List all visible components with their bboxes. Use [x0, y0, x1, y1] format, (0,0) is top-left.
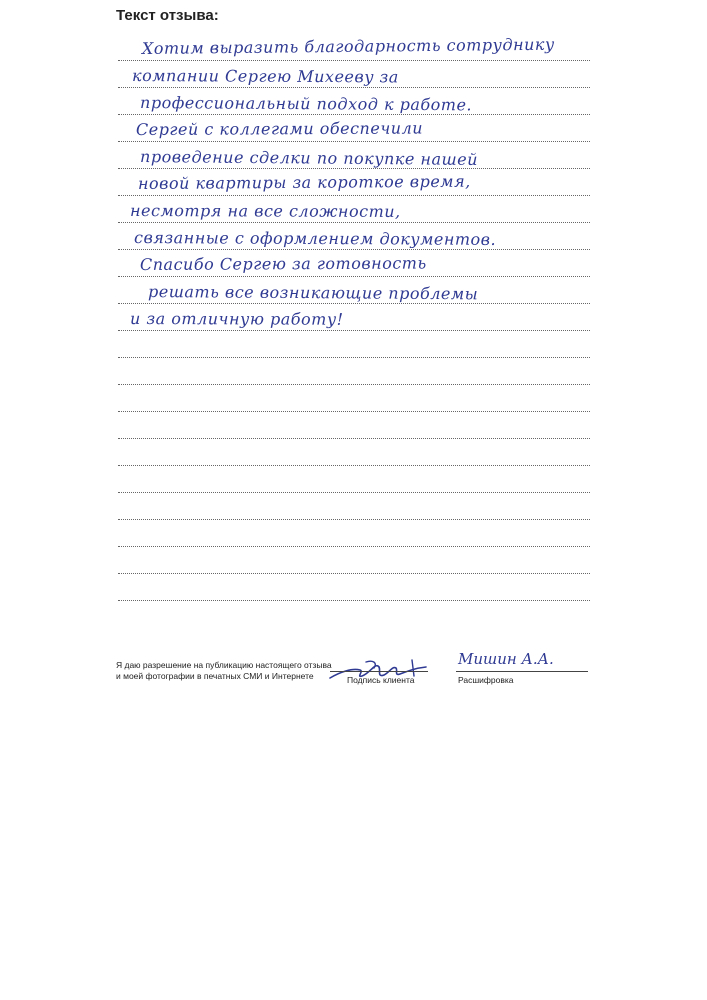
consent-line-1: Я даю разрешение на публикацию настоящего отзыва [116, 660, 332, 670]
review-line [118, 223, 590, 250]
consent-footer [116, 650, 596, 696]
review-line [118, 439, 590, 466]
consent-text [116, 660, 332, 682]
consent-line-2: и моей фотографии в печатных СМИ и Интернете [116, 671, 314, 681]
review-line [118, 385, 590, 412]
signature-line [330, 671, 428, 672]
review-line [118, 115, 590, 142]
handwritten-text: решать все возникающие проблемы [148, 282, 479, 304]
handwritten-text: связанные с оформлением документов. [134, 228, 497, 249]
review-line [118, 169, 590, 196]
handwritten-text: Сергей с коллегами обеспечили [135, 118, 424, 139]
review-line [118, 277, 590, 304]
handwritten-text: и за отличную работу! [130, 309, 344, 329]
review-line [118, 520, 590, 547]
handwritten-text: Спасибо Сергею за готовность [139, 253, 427, 274]
decode-label: Расшифровка [458, 675, 514, 685]
handwritten-text: несмотря на все сложности, [130, 201, 401, 221]
signature-label: Подпись клиента [347, 675, 415, 685]
decode-value: Мишин А.А. [458, 650, 554, 668]
review-line [118, 358, 590, 385]
handwritten-text: проведение сделки по покупке нашей [140, 147, 479, 169]
review-line [118, 493, 590, 520]
review-line [118, 574, 590, 601]
review-line [118, 142, 590, 169]
handwritten-text: компании Сергею Михееву за [132, 66, 399, 87]
review-line [118, 466, 590, 493]
review-lines [118, 34, 590, 601]
review-line [118, 61, 590, 88]
handwritten-text: профессиональный подход к работе. [140, 93, 473, 115]
review-line [118, 331, 590, 358]
review-line [118, 412, 590, 439]
handwritten-text: Хотим выразить благодарность сотруднику [141, 34, 555, 58]
decode-line [456, 671, 588, 672]
review-line [118, 304, 590, 331]
review-line [118, 196, 590, 223]
review-line [118, 547, 590, 574]
review-line [118, 250, 590, 277]
review-line [118, 34, 590, 61]
handwritten-text: новой квартиры за короткое время, [137, 171, 471, 193]
review-line [118, 88, 590, 115]
form-title: Текст отзыва: [116, 7, 219, 24]
